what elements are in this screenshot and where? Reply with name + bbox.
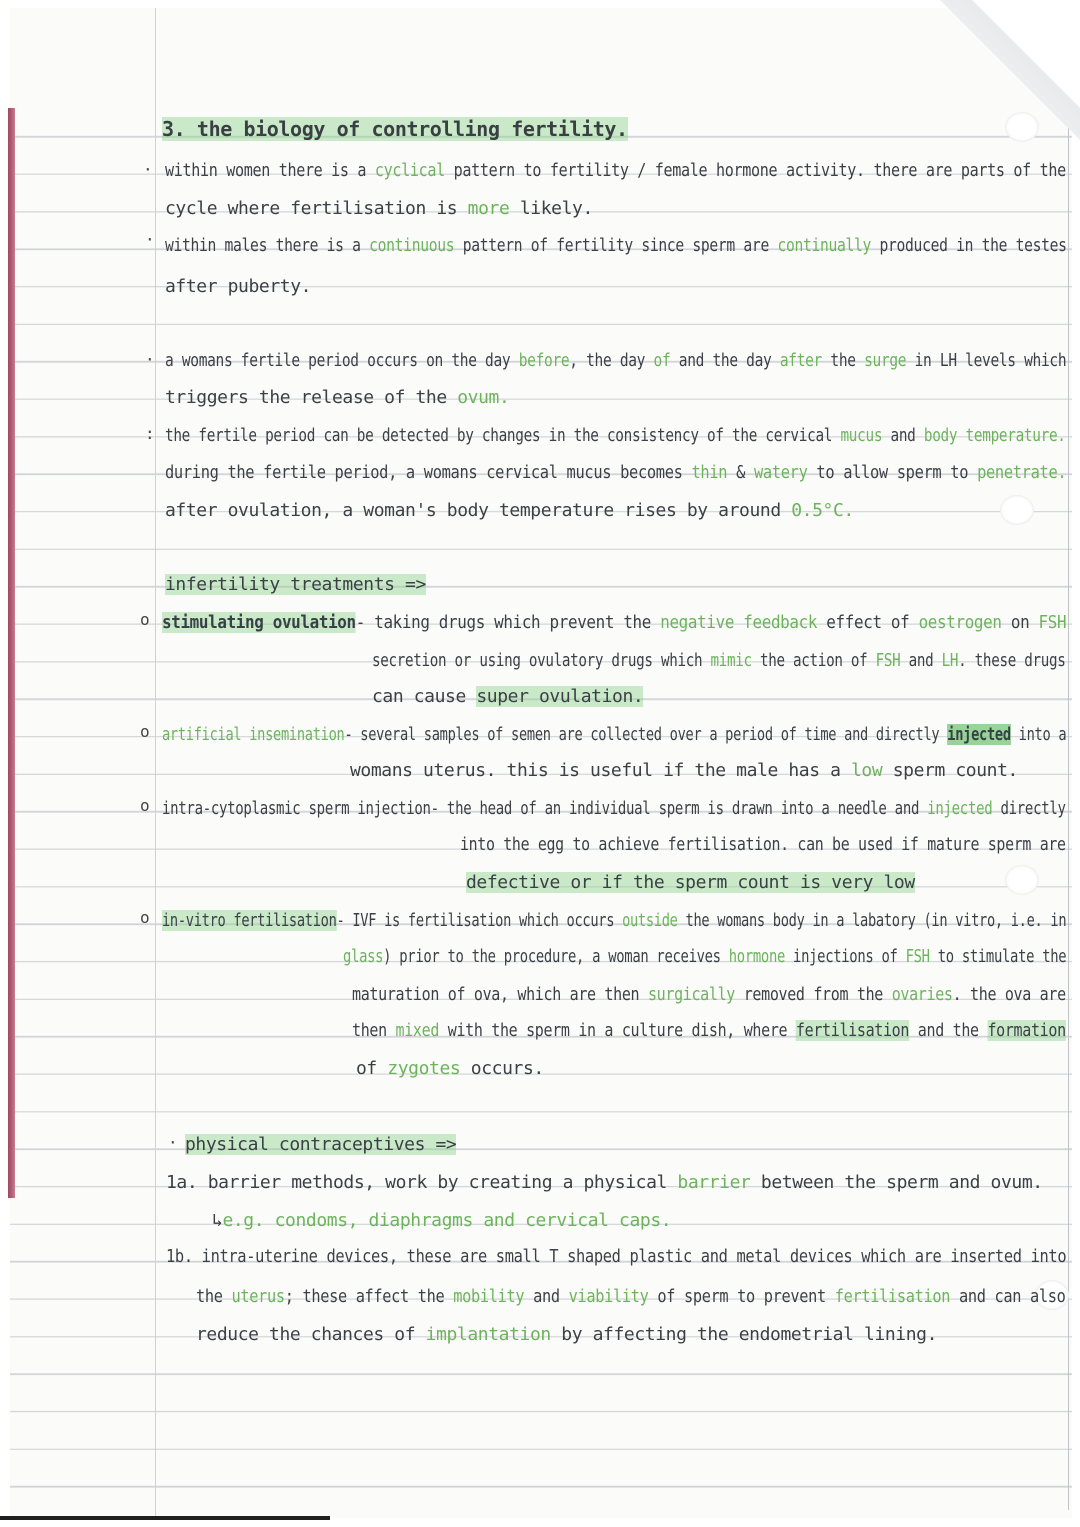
term: stimulating ovulation [162, 612, 356, 633]
text: . the ova are [952, 984, 1066, 1005]
text: on [1001, 612, 1039, 633]
paper-bottom-edge [0, 1516, 330, 1520]
text: . these drugs [958, 650, 1066, 671]
keyword: low [850, 760, 883, 781]
text: womans uterus. this is useful if the male has a [350, 760, 851, 781]
note-line [165, 235, 1067, 257]
keyword: negative feedback [660, 612, 818, 633]
paper-top-margin [10, 8, 1072, 106]
text: produced in the testes [871, 235, 1067, 256]
section-heading-infertility [165, 574, 426, 596]
heading-text: infertility treatments => [165, 574, 426, 595]
keyword: before [518, 350, 570, 371]
keyword: ovaries [891, 984, 953, 1005]
text: removed from the [735, 984, 892, 1005]
note-line [352, 1020, 1066, 1042]
note-line [165, 462, 1066, 484]
note-line [212, 1210, 671, 1232]
text: a womans fertile period occurs on the day [165, 350, 519, 371]
keyword: thin [691, 462, 728, 483]
note-line [460, 834, 1066, 856]
text: directly [992, 798, 1066, 819]
keyword: e.g. condoms, diaphragms and cervical caps. [222, 1210, 672, 1231]
note-line [162, 798, 1066, 820]
keyword: ovum. [457, 387, 510, 408]
keyword: cyclical [374, 160, 445, 181]
text: likely. [509, 198, 593, 219]
text: the [821, 350, 865, 371]
text: ) prior to the procedure, a woman receives [383, 946, 729, 967]
text: within women there is a [165, 160, 375, 181]
highlighted-text: super ovulation. [476, 686, 644, 707]
note-line [162, 910, 1066, 932]
keyword: uterus [231, 1286, 285, 1307]
text: after puberty. [165, 276, 312, 297]
keyword: mimic [710, 650, 752, 671]
text: barrier methods, work by creating a physical [197, 1172, 678, 1193]
bullet-dot: · [145, 350, 155, 369]
note-line [350, 760, 1018, 782]
bullet-colon: : [145, 424, 155, 443]
keyword: glass [343, 946, 384, 967]
text: - taking drugs which prevent the [355, 612, 661, 633]
keyword: implantation [425, 1324, 551, 1345]
keyword: continuous [369, 235, 455, 256]
text: - IVF is fertilisation which occurs [336, 910, 623, 931]
keyword: fertilisation [834, 1286, 951, 1307]
text: of sperm to prevent [648, 1286, 835, 1307]
note-line [356, 1058, 544, 1080]
text: pattern to fertility / female hormone activity. there are parts of the [444, 160, 1066, 181]
keyword: mixed [395, 1020, 440, 1041]
punch-hole [1005, 112, 1039, 142]
keyword: more [467, 198, 510, 219]
keyword: zygotes [387, 1058, 461, 1079]
bullet-circle: o [140, 722, 150, 741]
item-label: 1b. [166, 1246, 193, 1267]
note-line [165, 425, 1066, 447]
note-line [162, 612, 1066, 634]
text: to allow sperm to [807, 462, 978, 483]
note-line [165, 500, 854, 522]
note-line [166, 1172, 1043, 1194]
bullet-dot: · [143, 160, 153, 179]
text: within males there is a [165, 235, 370, 256]
keyword: continually [777, 235, 872, 256]
text: and the day [670, 350, 780, 371]
keyword: body temperature. [923, 425, 1066, 446]
keyword: mucus [840, 425, 883, 446]
text: - several samples of semen are collected over a period of time and directly [344, 724, 948, 745]
keyword: injected [927, 798, 993, 819]
bullet-circle: o [140, 908, 150, 927]
note-line [372, 650, 1065, 672]
binder-edge-strip [8, 108, 15, 1198]
text: then [352, 1020, 396, 1041]
highlighted-text: fertilisation [795, 1020, 910, 1041]
term: intra-cytoplasmic sperm injection [162, 798, 431, 819]
term: artificial insemination [162, 724, 345, 745]
term: in-vitro fertilisation [162, 910, 337, 931]
item-label: 1a. [166, 1172, 198, 1193]
keyword: outside [622, 910, 678, 931]
title-text: 3. the biology of controlling fertility. [162, 117, 628, 141]
keyword: hormone [728, 946, 786, 967]
bullet-circle: o [140, 610, 150, 629]
keyword: FSH [905, 946, 930, 967]
note-line [466, 872, 915, 894]
keyword: surgically [647, 984, 736, 1005]
text: of [356, 1058, 388, 1079]
margin-line [155, 8, 156, 1518]
text: reduce the chances of [196, 1324, 426, 1345]
text: cycle where fertilisation is [165, 198, 468, 219]
keyword: barrier [677, 1172, 751, 1193]
text: into the egg to achieve fertilisation. can be used if mature sperm are [460, 834, 1066, 855]
bullet-circle: o [140, 796, 150, 815]
note-line [165, 387, 509, 409]
text: sperm count. [882, 760, 1018, 781]
text: triggers the release of the [165, 387, 458, 408]
keyword: FSH [875, 650, 901, 671]
keyword: mobility [453, 1286, 525, 1307]
note-line [352, 984, 1066, 1006]
text: into a [1010, 724, 1067, 745]
keyword: FSH [1038, 612, 1067, 633]
text: and the [909, 1020, 988, 1041]
text: occurs. [460, 1058, 544, 1079]
section-heading-contraceptives [185, 1134, 456, 1156]
text: with the sperm in a culture dish, where [439, 1020, 796, 1041]
keyword: viability [568, 1286, 649, 1307]
page-title [162, 118, 628, 140]
text: - the head of an individual sperm is drawn into a needle and [430, 798, 928, 819]
keyword: of [653, 350, 671, 371]
note-line [165, 276, 311, 298]
text: after ovulation, a woman's body temperature rises by around [165, 500, 792, 521]
text: the action of [751, 650, 876, 671]
bullet-dot: · [145, 230, 155, 249]
text: during the fertile period, a womans cervical mucus becomes [165, 462, 692, 483]
keyword: after [779, 350, 822, 371]
keyword: LH [941, 650, 959, 671]
note-line [372, 686, 643, 708]
note-line [165, 198, 593, 220]
return-arrow-icon: ↳ [212, 1210, 223, 1231]
highlighted-text: defective or if the sperm count is very low [466, 872, 915, 893]
note-line [196, 1286, 1065, 1308]
note-line [165, 350, 1066, 372]
text: & [727, 462, 754, 483]
text: between the sperm and ovum. [750, 1172, 1043, 1193]
text: and [882, 425, 924, 446]
punch-hole [1000, 495, 1034, 525]
punch-hole [1005, 865, 1039, 895]
text: pattern of fertility since sperm are [454, 235, 778, 256]
note-line [165, 160, 1066, 182]
note-line [343, 946, 1066, 968]
text: intra-uterine devices, these are small T shaped plastic and metal devices which are inserted into [192, 1246, 1067, 1267]
keyword: 0.5°C. [791, 500, 854, 521]
keyword: oestrogen [918, 612, 1002, 633]
text: can cause [372, 686, 477, 707]
note-line [166, 1246, 1066, 1268]
text: to stimulate the [929, 946, 1067, 967]
text: the [196, 1286, 232, 1307]
text: by affecting the endometrial lining. [550, 1324, 938, 1345]
text: and [900, 650, 942, 671]
keyword: surge [864, 350, 907, 371]
heading-text: physical contraceptives => [185, 1134, 457, 1155]
text: effect of [817, 612, 919, 633]
highlighted-text: injected [947, 724, 1011, 745]
text: injections of [785, 946, 906, 967]
note-line [196, 1324, 937, 1346]
keyword: watery [753, 462, 808, 483]
text: the fertile period can be detected by changes in the consistency of the cervical [165, 425, 841, 446]
text: and [524, 1286, 569, 1307]
note-line [162, 724, 1066, 746]
text: , the day [569, 350, 654, 371]
text: maturation of ova, which are then [352, 984, 648, 1005]
bullet-dot: · [168, 1133, 178, 1152]
text: and can also [950, 1286, 1066, 1307]
keyword: penetrate. [977, 462, 1067, 483]
text: ; these affect the [284, 1286, 454, 1307]
highlighted-text: formation [987, 1020, 1066, 1041]
text: in LH levels which [906, 350, 1067, 371]
text: the womans body in a labatory (in vitro, i.e. in [677, 910, 1067, 931]
text: secretion or using ovulatory drugs which [372, 650, 711, 671]
